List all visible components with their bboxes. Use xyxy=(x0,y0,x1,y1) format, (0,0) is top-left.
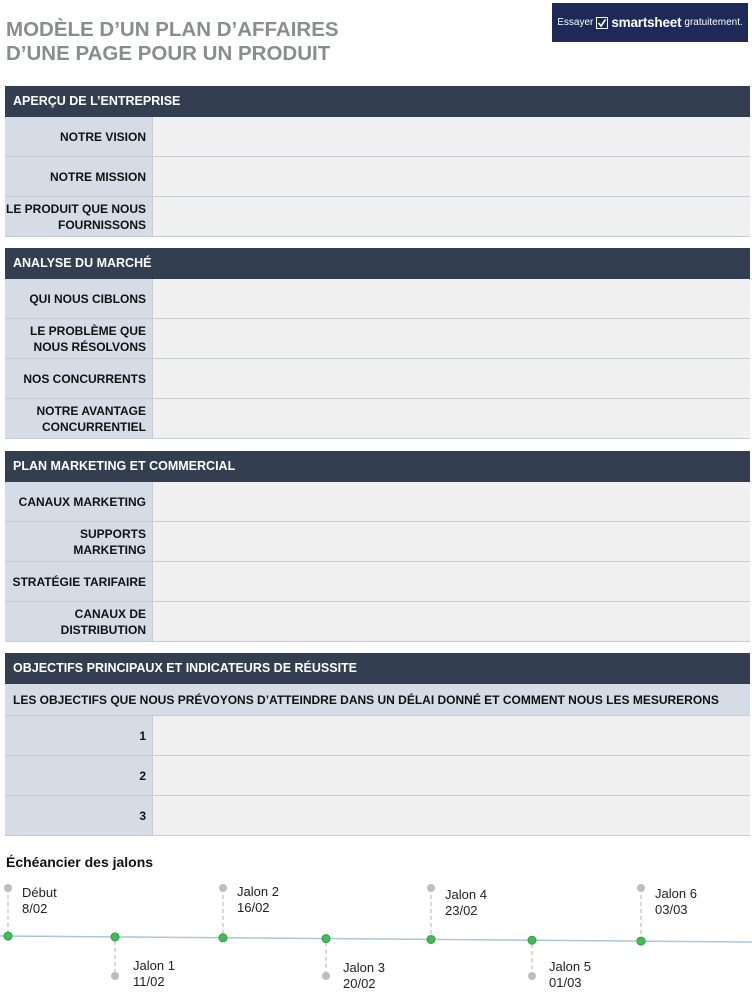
milestone-marker xyxy=(219,934,227,942)
row-label: NOTRE MISSION xyxy=(5,157,153,196)
row-label: STRATÉGIE TARIFAIRE xyxy=(5,562,153,601)
table-row xyxy=(5,157,750,197)
table-row xyxy=(5,197,750,237)
table-row xyxy=(5,319,750,359)
row-label: LE PRODUIT QUE NOUS FOURNISSONS xyxy=(5,197,153,236)
objective-1-field[interactable] xyxy=(153,716,750,755)
table-row xyxy=(5,522,750,562)
page-title xyxy=(6,18,426,66)
channels-field[interactable] xyxy=(153,482,750,521)
milestone-label: Jalon 1 11/02 xyxy=(133,958,175,989)
milestone-label: Jalon 6 03/03 xyxy=(655,886,697,917)
section-header: PLAN MARKETING ET COMMERCIAL xyxy=(5,451,750,482)
company-overview-section xyxy=(5,86,750,237)
row-label: CANAUX DE DISTRIBUTION xyxy=(5,602,153,641)
row-label: NOTRE VISION xyxy=(5,117,153,156)
section-header: ANALYSE DU MARCHÉ xyxy=(5,248,750,279)
table-row xyxy=(5,399,750,439)
table-row xyxy=(5,562,750,602)
title-line-1: MODÈLE D’UN PLAN D’AFFAIRES xyxy=(6,18,339,41)
milestone-marker xyxy=(4,932,12,940)
row-label: QUI NOUS CIBLONS xyxy=(5,279,153,318)
marketing-plan-section xyxy=(5,451,750,642)
milestone-pin xyxy=(427,884,435,892)
market-analysis-section xyxy=(5,248,750,439)
checkmark-logo-icon xyxy=(596,17,608,29)
badge-brand: smartsheet xyxy=(611,15,682,30)
timeline-title: Échéancier des jalons xyxy=(6,854,154,870)
badge-prefix: Essayer xyxy=(557,17,594,28)
advantage-field[interactable] xyxy=(153,399,750,438)
table-row xyxy=(5,756,750,796)
row-label: NOS CONCURRENTS xyxy=(5,359,153,398)
title-line-2: D’UNE PAGE POUR UN PRODUIT xyxy=(6,42,331,65)
row-label: 2 xyxy=(5,756,153,795)
milestone-pin xyxy=(219,884,227,892)
table-row xyxy=(5,716,750,756)
objective-3-field[interactable] xyxy=(153,796,750,835)
milestone-marker xyxy=(637,937,645,945)
milestone-marker xyxy=(322,935,330,943)
product-field[interactable] xyxy=(153,197,750,236)
milestone-label: Jalon 5 01/03 xyxy=(549,959,591,990)
target-field[interactable] xyxy=(153,279,750,318)
milestone-label: Jalon 3 20/02 xyxy=(343,960,385,991)
milestone-label: Jalon 2 16/02 xyxy=(237,884,279,915)
milestone-pin xyxy=(528,972,536,980)
milestone-pin xyxy=(111,972,119,980)
distribution-field[interactable] xyxy=(153,602,750,641)
section-header: OBJECTIFS PRINCIPAUX ET INDICATEURS DE RÉUSSITE xyxy=(5,653,750,684)
objective-2-field[interactable] xyxy=(153,756,750,795)
row-label: 3 xyxy=(5,796,153,835)
problem-field[interactable] xyxy=(153,319,750,358)
smartsheet-try-button[interactable] xyxy=(552,3,748,42)
table-row xyxy=(5,482,750,522)
row-label: 1 xyxy=(5,716,153,755)
row-label: CANAUX MARKETING xyxy=(5,482,153,521)
table-row xyxy=(5,796,750,836)
vision-field[interactable] xyxy=(153,117,750,156)
row-label: SUPPORTS MARKETING xyxy=(5,522,153,561)
row-label: NOTRE AVANTAGE CONCURRENTIEL xyxy=(5,399,153,438)
milestone-marker xyxy=(528,936,536,944)
pricing-field[interactable] xyxy=(153,562,750,601)
badge-suffix: gratuitement. xyxy=(684,17,743,28)
mission-field[interactable] xyxy=(153,157,750,196)
row-label: LE PROBLÈME QUE NOUS RÉSOLVONS xyxy=(5,319,153,358)
milestone-label: Début 8/02 xyxy=(22,885,57,916)
milestone-marker xyxy=(427,935,435,943)
milestone-marker xyxy=(111,933,119,941)
objectives-subheader: LES OBJECTIFS QUE NOUS PRÉVOYONS D’ATTEINDRE DANS UN DÉLAI DONNÉ ET COMMENT NOUS LES MESURERONS xyxy=(5,684,750,716)
table-row xyxy=(5,117,750,157)
milestone-label: Jalon 4 23/02 xyxy=(445,887,487,918)
milestone-pin xyxy=(4,884,12,892)
objectives-section xyxy=(5,653,750,836)
competitors-field[interactable] xyxy=(153,359,750,398)
section-header: APERÇU DE L’ENTREPRISE xyxy=(5,86,750,117)
milestone-pin xyxy=(322,972,330,980)
materials-field[interactable] xyxy=(153,522,750,561)
table-row xyxy=(5,602,750,642)
milestone-pin xyxy=(637,884,645,892)
table-row xyxy=(5,279,750,319)
table-row xyxy=(5,359,750,399)
